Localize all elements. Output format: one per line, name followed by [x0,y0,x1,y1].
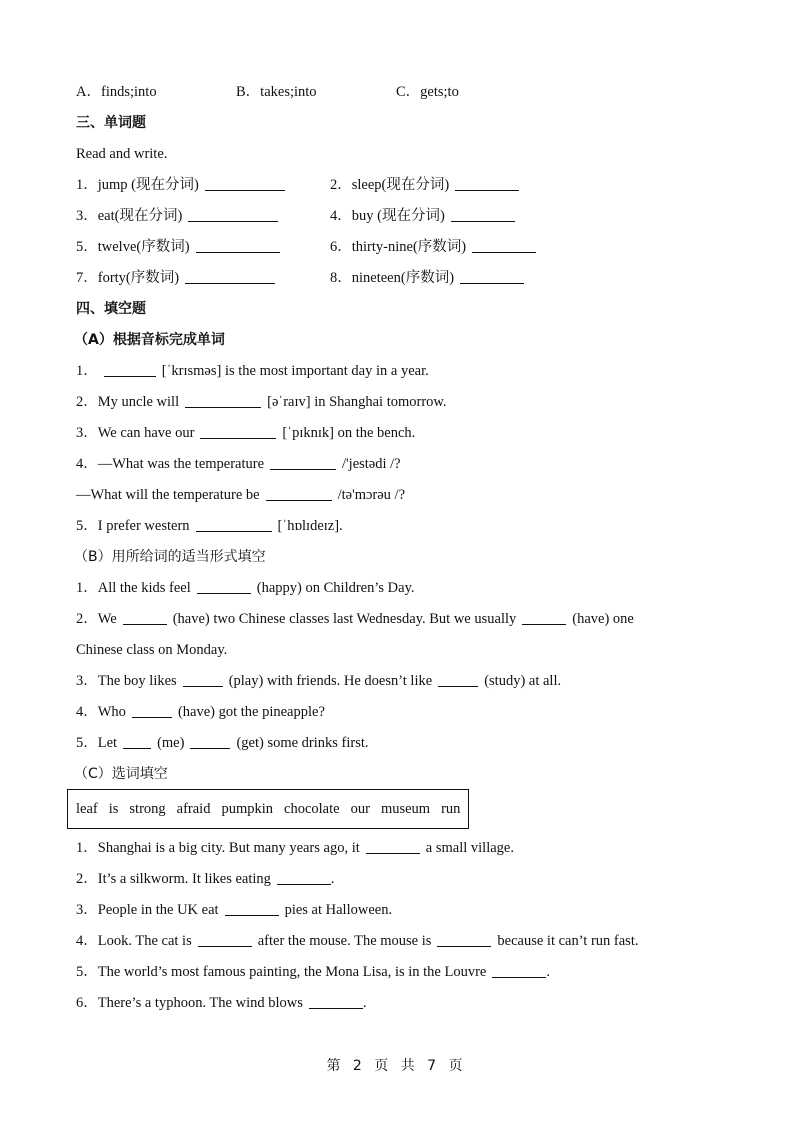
word-item-2: 2． sleep(现在分词) [330,176,525,194]
answer-blank[interactable] [183,672,223,687]
partB-item-2-cont: Chinese class on Monday. [76,642,228,658]
partC-item-6: 6． There’s a typhoon. The wind blows . [76,995,367,1011]
word-item-8: 8． nineteen(序数词) [330,269,530,287]
answer-blank[interactable] [185,269,275,284]
answer-blank[interactable] [309,994,363,1009]
word-row-3 [76,238,716,269]
word-row-1 [76,176,716,207]
answer-blank[interactable] [225,901,279,916]
partC-item-3: 3． People in the UK eat pies at Halloween. [76,902,393,918]
section3-instruction: Read and write. [76,146,168,162]
answer-blank[interactable] [205,176,285,191]
word-item-7: 7． forty(序数词) [76,269,330,287]
partB-title: （B）用所给词的适当形式填空 [74,549,266,565]
word-bank-item: run [441,801,461,817]
partC-item-4: 4． Look. The cat is after the mouse. The mouse is because it can’t run fast. [76,933,639,949]
partA-item-5: 5． I prefer western [ˈhɒlɪdeɪz]. [76,518,343,534]
option-b: B． takes;into [236,84,317,100]
partB-item-3: 3． The boy likes (play) with friends. He doesn’t like (study) at all. [76,673,562,689]
word-bank-row [76,789,716,827]
answer-blank[interactable] [277,870,331,885]
answer-blank[interactable] [188,207,278,222]
answer-blank[interactable] [132,703,172,718]
partB-item-5: 5． Let (me) (get) some drinks first. [76,735,369,751]
answer-blank[interactable] [366,839,420,854]
partA-item-1: 1． [ˈkrɪsməs] is the most important day in a year. [76,363,429,379]
partC-title: （C）选词填空 [74,766,168,782]
option-row [76,83,716,114]
answer-blank[interactable] [455,176,519,191]
partC-item-2: 2． It’s a silkworm. It likes eating . [76,871,335,887]
partC-item-1: 1． Shanghai is a big city. But many years ago, it a small village. [76,840,514,856]
word-item-4: 4． buy (现在分词) [330,207,521,225]
option-c: C． gets;to [396,84,459,100]
partA-item-3: 3． We can have our [ˈpɪknɪk] on the bench. [76,425,416,441]
word-item-1: 1． jump (现在分词) [76,176,330,194]
answer-blank[interactable] [451,207,515,222]
word-bank-item: our [350,801,370,817]
answer-blank[interactable] [460,269,524,284]
word-bank-item: pumpkin [221,801,274,817]
answer-blank[interactable] [196,238,280,253]
answer-blank[interactable] [437,932,491,947]
answer-blank[interactable] [492,963,546,978]
option-a: A． finds;into [76,84,157,100]
answer-blank[interactable] [522,610,566,625]
word-bank-item: strong [129,801,166,817]
word-row-4 [76,269,716,300]
answer-blank[interactable] [196,517,272,532]
answer-blank[interactable] [472,238,536,253]
answer-blank[interactable] [197,579,251,594]
word-item-6: 6． thirty-nine(序数词) [330,238,542,256]
partA-title: （A）根据音标完成单词 [74,332,225,348]
word-item-3: 3． eat(现在分词) [76,207,330,225]
answer-blank[interactable] [190,734,230,749]
partA-item-2: 2． My uncle will [əˈraɪv] in Shanghai tomorrow. [76,394,447,410]
word-bank-box [67,789,469,829]
word-bank-item: is [108,801,119,817]
partB-item-4: 4． Who (have) got the pineapple? [76,704,325,720]
word-bank-item: leaf [76,801,98,817]
word-item-5: 5． twelve(序数词) [76,238,330,256]
word-row-2 [76,207,716,238]
partA-item-4b: —What will the temperature be /tə'mɔrəu /? [76,487,406,503]
partB-item-2: 2． We (have) two Chinese classes last Wednesday. But we usually (have) one [76,611,634,627]
answer-blank[interactable] [270,455,336,470]
answer-blank[interactable] [200,424,276,439]
word-bank-item: afraid [176,801,211,817]
section3-title: 三、单词题 [76,115,146,131]
partC-item-5: 5． The world’s most famous painting, the Mona Lisa, is in the Louvre . [76,964,550,980]
answer-blank[interactable] [438,672,478,687]
answer-blank[interactable] [104,362,156,377]
word-bank-item: museum [380,801,431,817]
partB-item-1: 1． All the kids feel (happy) on Children’s Day. [76,580,415,596]
answer-blank[interactable] [123,610,167,625]
partA-item-4a: 4． —What was the temperature /'jestədi /? [76,456,401,472]
word-bank-item: chocolate [284,801,340,817]
answer-blank[interactable] [123,734,151,749]
answer-blank[interactable] [266,486,332,501]
section4-title: 四、填空题 [76,301,146,317]
answer-blank[interactable] [198,932,252,947]
answer-blank[interactable] [185,393,261,408]
document-page [76,83,716,1025]
page-footer: 第 2 页 共 7 页 [326,1058,467,1074]
